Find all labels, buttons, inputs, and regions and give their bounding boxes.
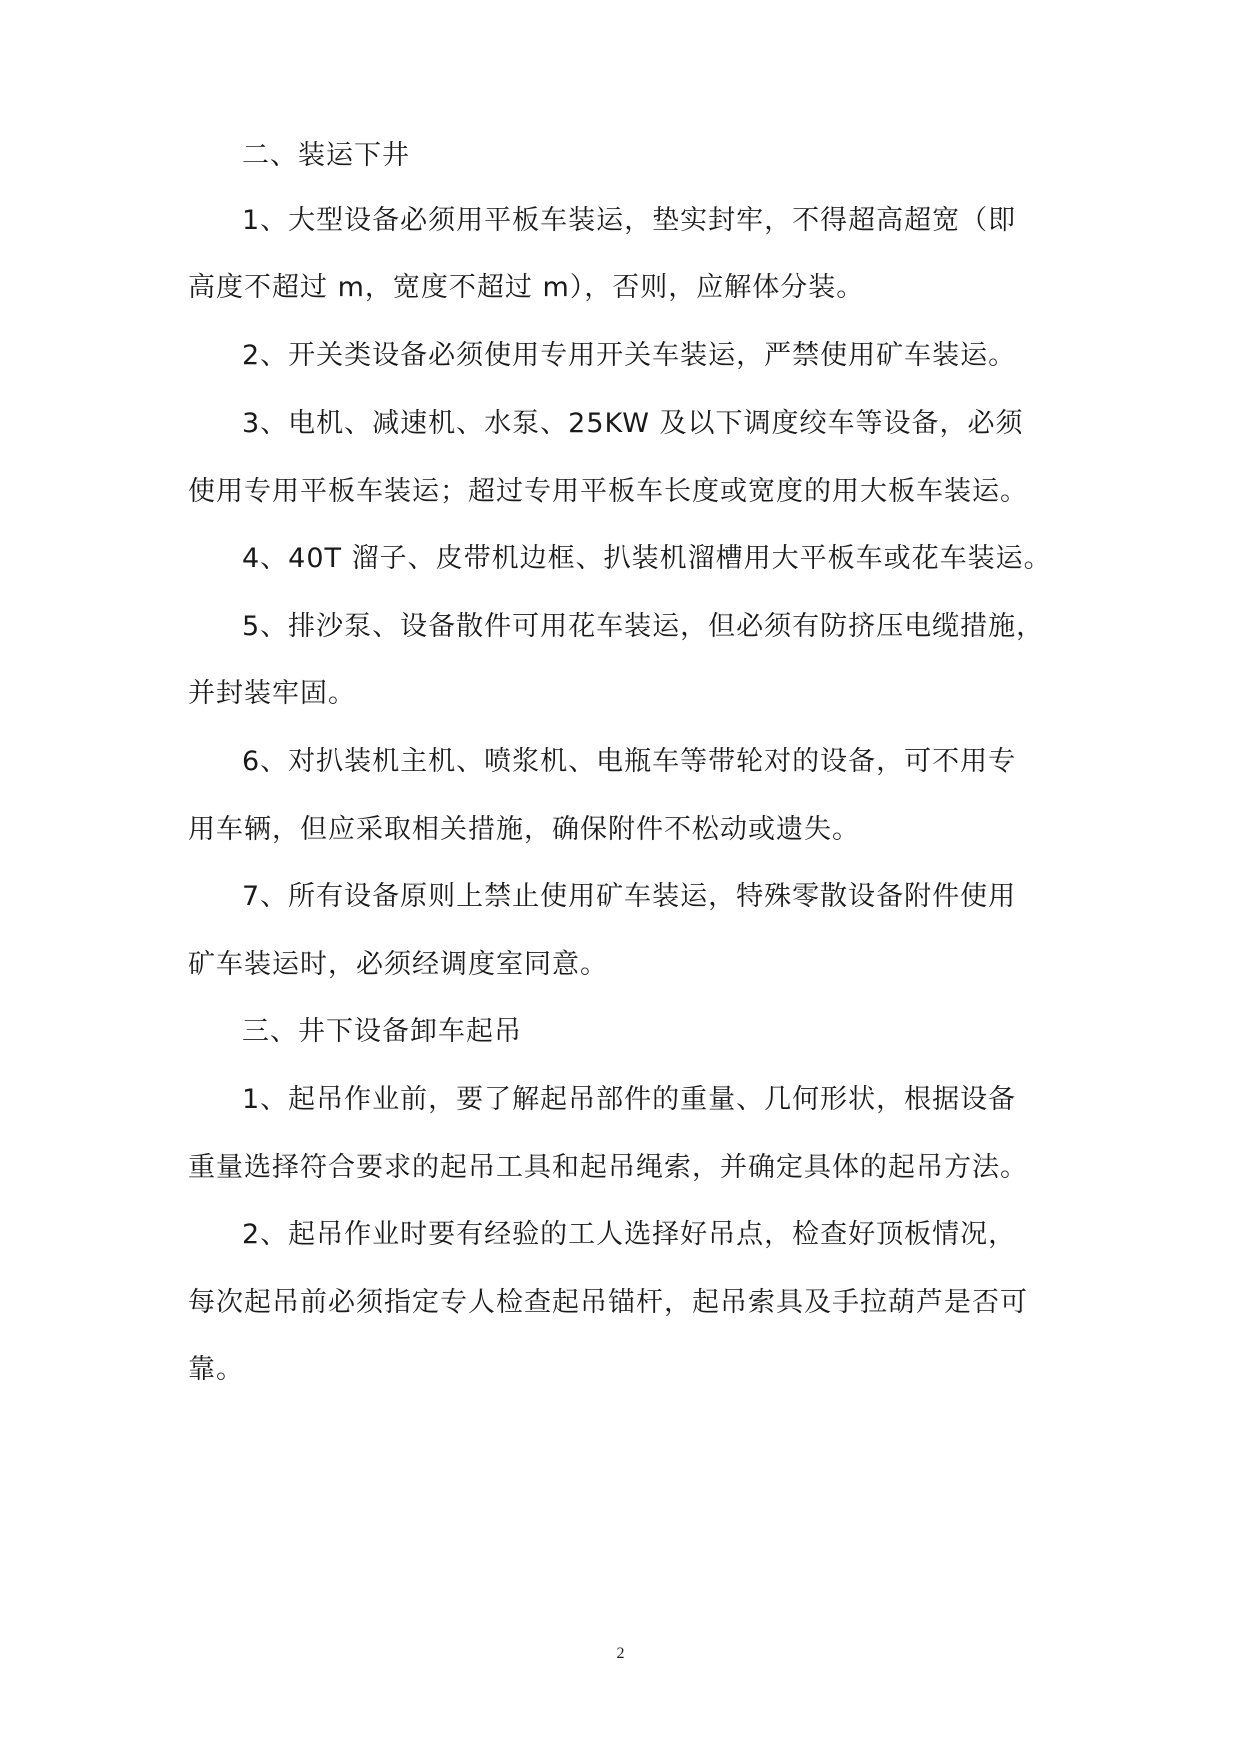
paragraph-line: 7、所有设备原则上禁止使用矿车装运，特殊零散设备附件使用: [242, 881, 1017, 912]
paragraph-line: 靠。: [188, 1354, 244, 1385]
section-heading-3: 三、井下设备卸车起吊: [242, 1016, 522, 1047]
paragraph-line: 2、开关类设备必须使用专用开关车装运，严禁使用矿车装运。: [242, 340, 1017, 371]
paragraph-line: 1、大型设备必须用平板车装运，垫实封牢，不得超高超宽（即: [242, 205, 1017, 236]
paragraph-line: 用车辆，但应采取相关措施，确保附件不松动或遗失。: [188, 814, 860, 845]
paragraph-line: 高度不超过 m，宽度不超过 m），否则，应解体分装。: [188, 272, 865, 303]
paragraph-line: 4、40T 溜子、皮带机边框、扒装机溜槽用大平板车或花车装运。: [242, 543, 1052, 574]
paragraph-line: 5、排沙泵、设备散件可用花车装运，但必须有防挤压电缆措施，: [242, 611, 1045, 642]
paragraph-line: 使用专用平板车装运；超过专用平板车长度或宽度的用大板车装运。: [188, 476, 1028, 507]
paragraph-line: 3、电机、减速机、水泵、25KW 及以下调度绞车等设备，必须: [242, 408, 1024, 439]
paragraph-line: 并封装牢固。: [188, 678, 356, 709]
section-heading-2: 二、装运下井: [242, 140, 410, 171]
page-number: 2: [616, 1645, 625, 1662]
paragraph-line: 重量选择符合要求的起吊工具和起吊绳索，并确定具体的起吊方法。: [188, 1152, 1028, 1183]
paragraph-line: 矿车装运时，必须经调度室同意。: [188, 949, 608, 980]
paragraph-line: 2、起吊作业时要有经验的工人选择好吊点，检查好顶板情况，: [242, 1219, 1017, 1250]
paragraph-line: 每次起吊前必须指定专人检查起吊锚杆，起吊索具及手拉葫芦是否可: [188, 1287, 1028, 1318]
paragraph-line: 1、起吊作业前，要了解起吊部件的重量、几何形状，根据设备: [242, 1084, 1017, 1115]
paragraph-line: 6、对扒装机主机、喷浆机、电瓶车等带轮对的设备，可不用专: [242, 746, 1017, 777]
